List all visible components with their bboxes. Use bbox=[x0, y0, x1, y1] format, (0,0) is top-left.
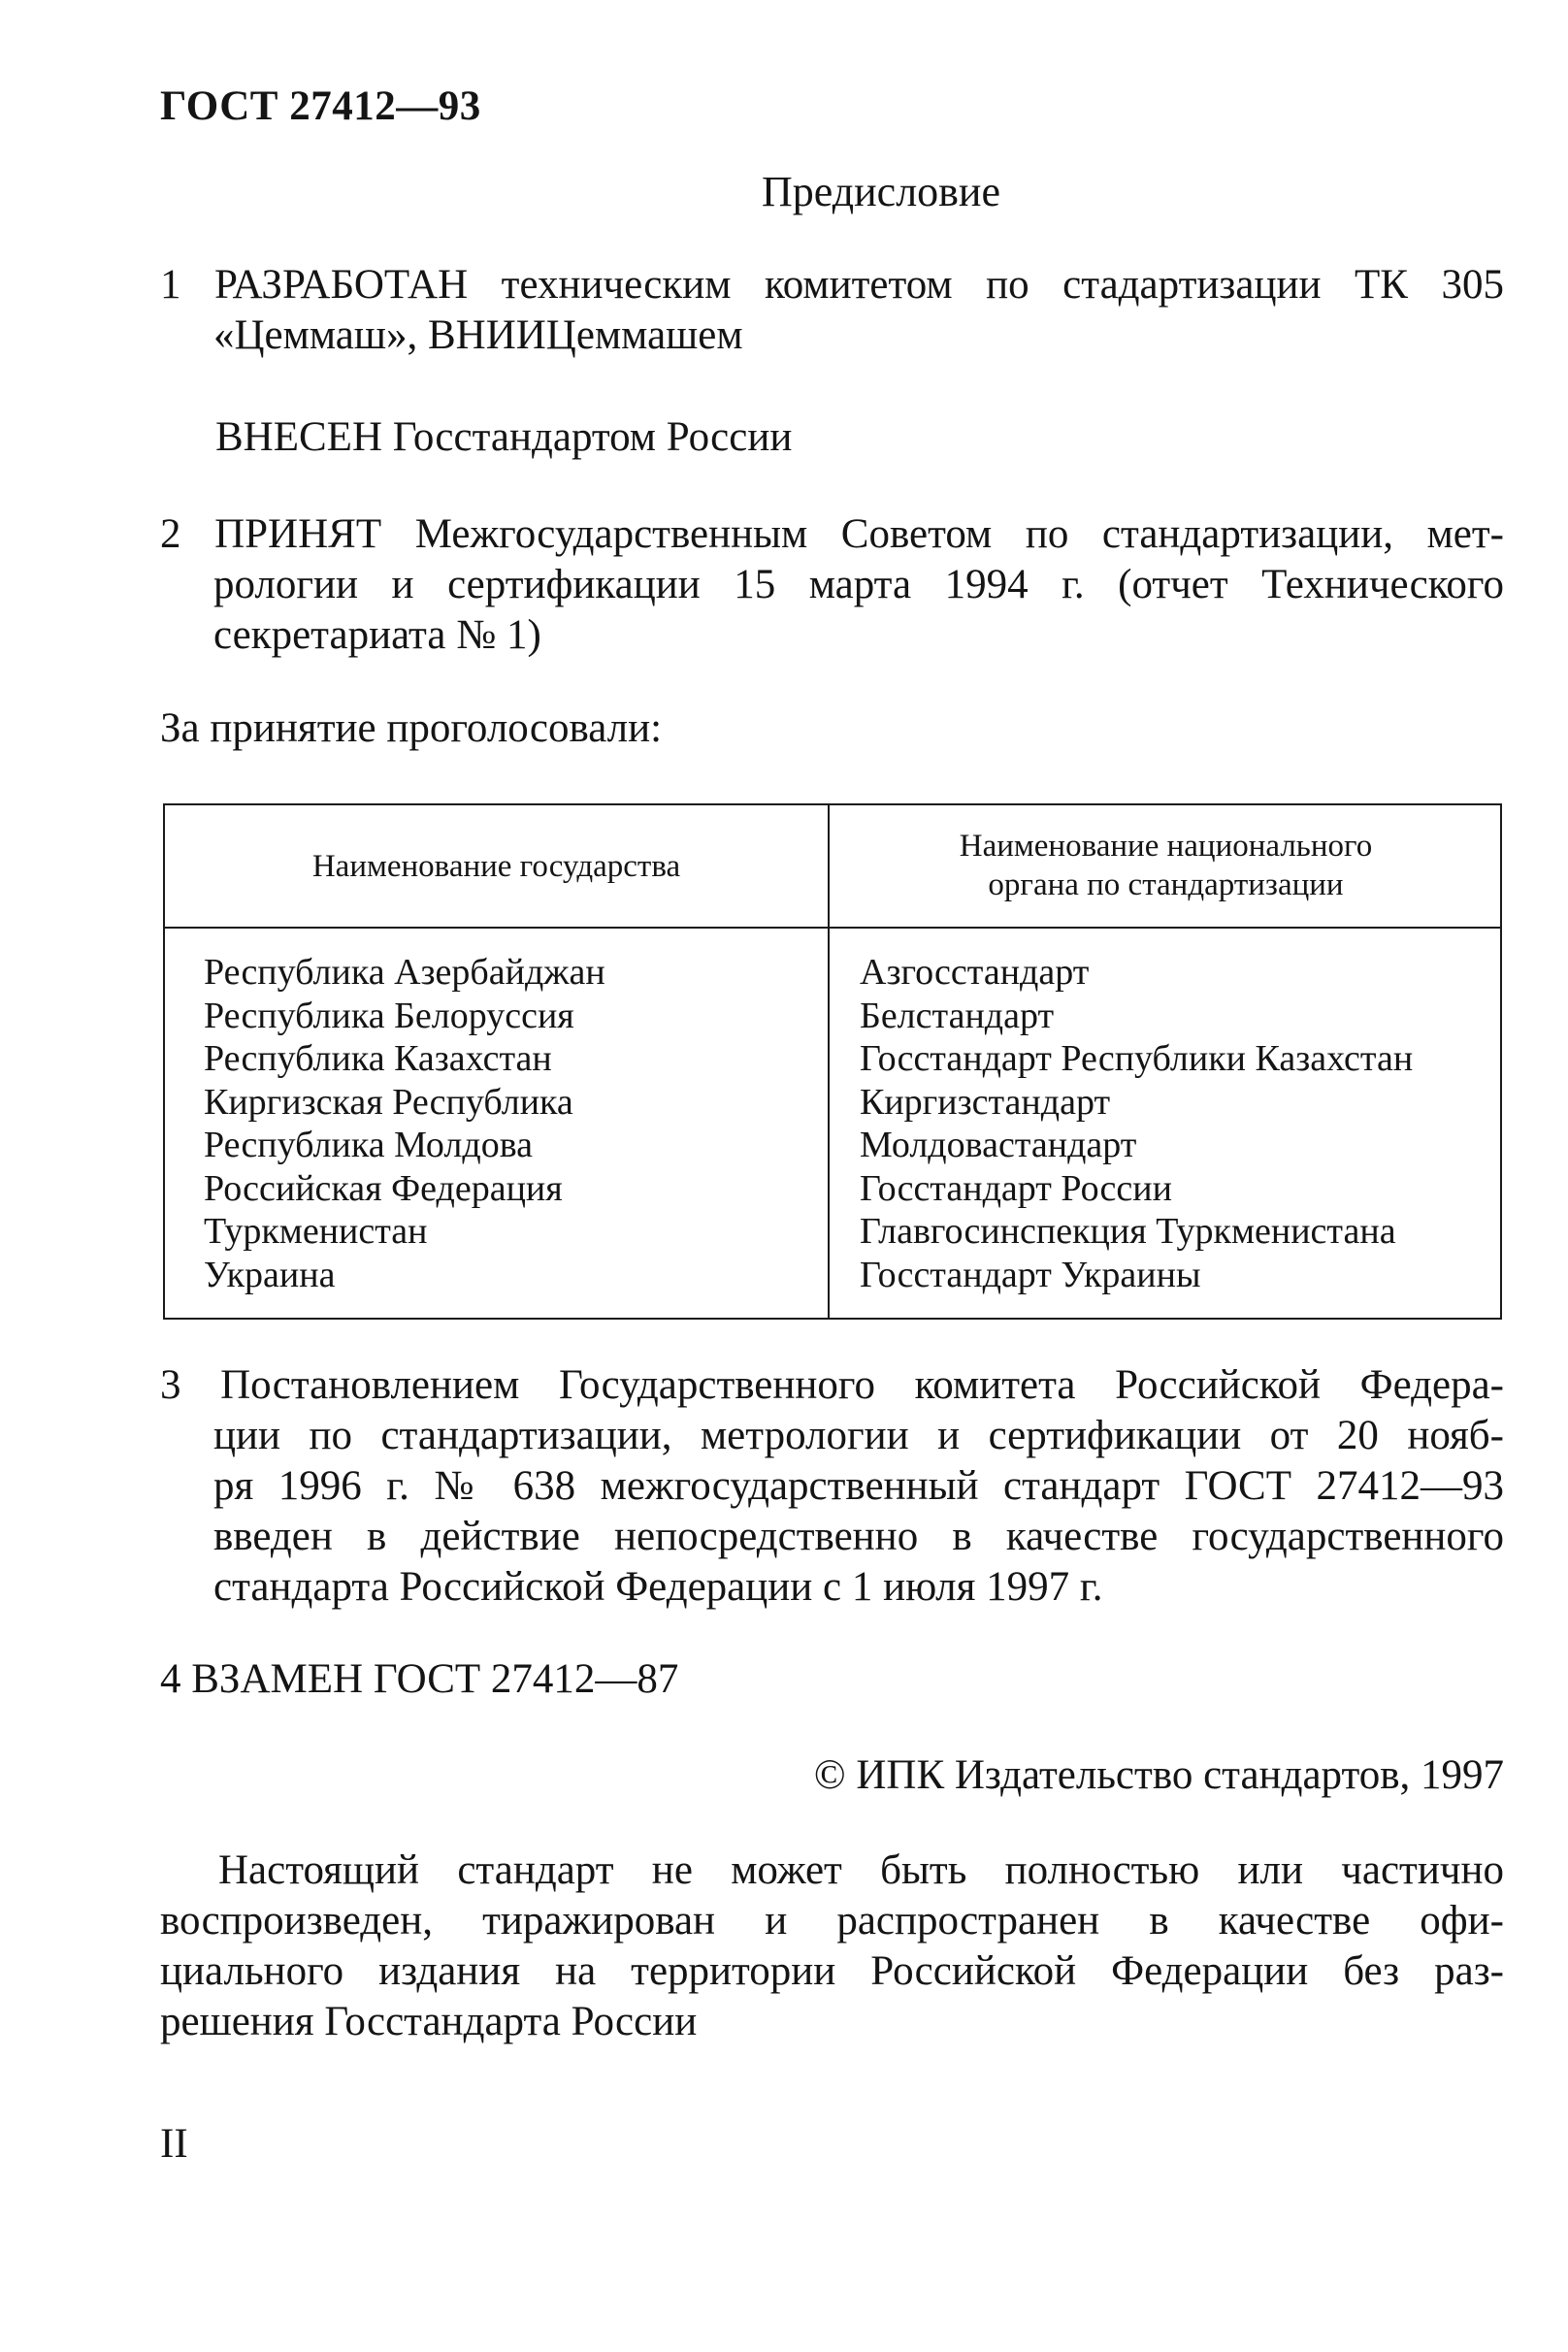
section-3-resolution bbox=[160, 1360, 1504, 1613]
notice-line-3: циального издания на территории Российской Федерации без раз- bbox=[160, 1948, 1504, 1994]
section-4-replaces: 4 ВЗАМЕН ГОСТ 27412—87 bbox=[160, 1656, 679, 1702]
notice-line-4: решения Госстандарта России bbox=[160, 1999, 698, 2044]
table-cell-state: Украина bbox=[204, 1254, 336, 1295]
copyright-notice: © ИПК Издательство стандартов, 1997 bbox=[813, 1752, 1504, 1798]
table-cell-body: Молдовастандарт bbox=[860, 1125, 1137, 1165]
voted-label: За принятие проголосовали: bbox=[160, 705, 663, 751]
section-3-line-4: введен в действие непосредственно в качестве государственного bbox=[213, 1514, 1504, 1559]
section-3-line-1: 3 Постановлением Государственного комитета Российской Федера- bbox=[160, 1362, 1504, 1408]
voting-table bbox=[163, 803, 1502, 1320]
table-column-bodies bbox=[860, 951, 1490, 1296]
table-cell-body: Главгосинспекция Туркменистана bbox=[860, 1211, 1396, 1252]
table-header-national-body bbox=[830, 827, 1502, 904]
table-cell-state: Республика Белоруссия bbox=[204, 995, 574, 1036]
notice-line-1: Настоящий стандарт не может быть полностью или частично bbox=[218, 1847, 1504, 1893]
table-cell-body: Киргизстандарт bbox=[860, 1081, 1111, 1123]
reproduction-notice bbox=[160, 1846, 1504, 2047]
section-3-line-3: ря 1996 г. № 638 межгосударственный стандарт ГОСТ 27412—93 bbox=[213, 1463, 1504, 1509]
section-introduced: ВНЕСЕН Госстандартом России bbox=[215, 414, 793, 460]
table-cell-state: Республика Казахстан bbox=[204, 1038, 552, 1079]
table-header-national-body-line-2: органа по стандартизации bbox=[988, 867, 1344, 902]
table-cell-body: Азгосстандарт bbox=[860, 952, 1090, 993]
section-1-line-2: «Цеммаш», ВНИИЦеммашем bbox=[213, 312, 743, 358]
table-cell-state: Киргизская Республика bbox=[204, 1081, 573, 1123]
section-2-line-1: 2 ПРИНЯТ Межгосударственным Советом по стандартизации, мет- bbox=[160, 511, 1504, 557]
table-cell-state: Российская Федерация bbox=[204, 1167, 563, 1209]
section-3-line-5: стандарта Российской Федерации с 1 июля 1997 г. bbox=[213, 1564, 1103, 1610]
table-cell-state: Туркменистан bbox=[204, 1211, 428, 1252]
section-2-line-2: рологии и сертификации 15 марта 1994 г. (отчет Технического bbox=[213, 562, 1504, 607]
table-cell-body: Белстандарт bbox=[860, 995, 1055, 1036]
table-column-states bbox=[204, 951, 805, 1296]
table-header-national-body-line-1: Наименование национального bbox=[959, 829, 1373, 864]
table-header-divider bbox=[165, 927, 1500, 929]
section-1-line-1: 1 РАЗРАБОТАН техническим комитетом по стадартизации ТК 305 bbox=[160, 262, 1504, 308]
page-title: Предисловие bbox=[762, 168, 1000, 215]
section-2-line-3: секретариата № 1) bbox=[213, 612, 541, 658]
table-cell-body: Госстандарт России bbox=[860, 1167, 1172, 1209]
document-code-header: ГОСТ 27412—93 bbox=[160, 83, 481, 129]
table-cell-state: Республика Молдова bbox=[204, 1125, 534, 1165]
section-2-adopted bbox=[160, 509, 1504, 661]
table-header-state: Наименование государства bbox=[311, 849, 681, 884]
section-3-line-2: ции по стандартизации, метрологии и сертификации от 20 нояб- bbox=[213, 1413, 1504, 1458]
table-cell-body: Госстандарт Республики Казахстан bbox=[860, 1038, 1414, 1079]
table-cell-body: Госстандарт Украины bbox=[860, 1254, 1201, 1295]
notice-line-2: воспроизведен, тиражирован и распространен в качестве офи- bbox=[160, 1898, 1504, 1944]
page-number: II bbox=[160, 2121, 188, 2167]
table-cell-state: Республика Азербайджан bbox=[204, 952, 605, 993]
section-1-developed bbox=[160, 260, 1504, 361]
